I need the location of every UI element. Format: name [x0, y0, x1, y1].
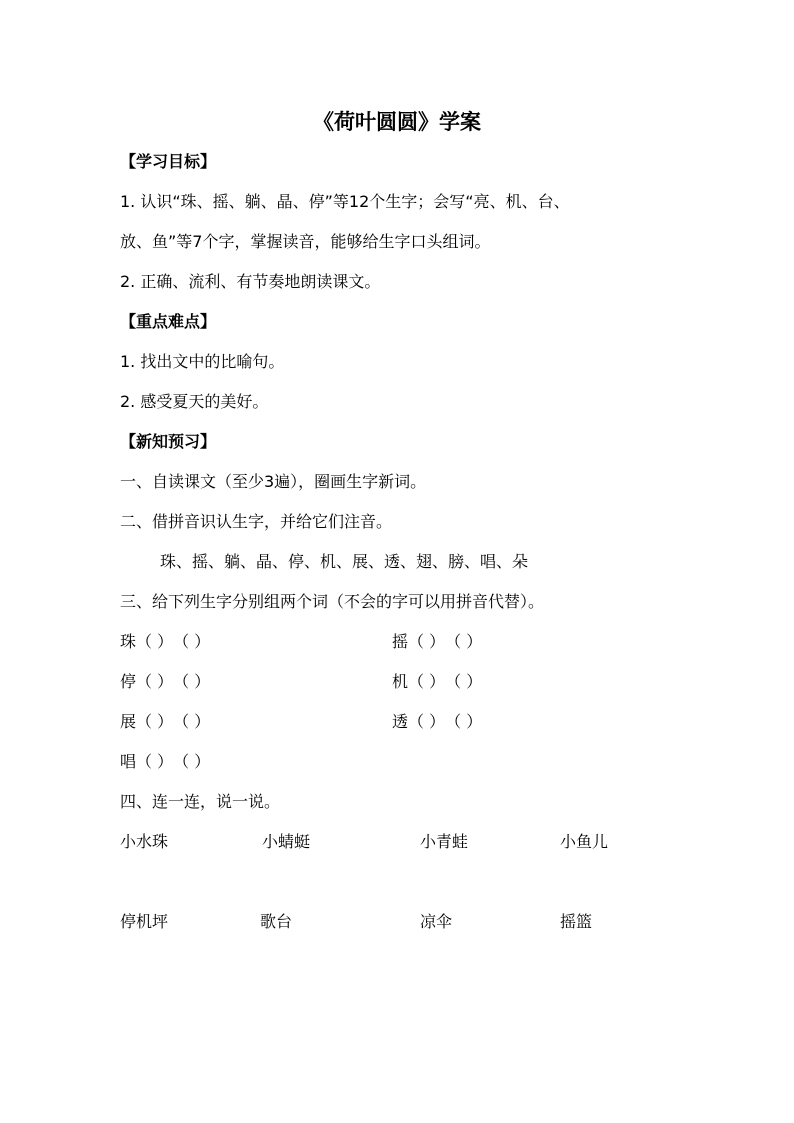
- word-row: [392, 712, 482, 732]
- preview-task-4: 四、连一连，说一说。: [120, 792, 281, 811]
- section-heading-keypoints: 【重点难点】: [120, 312, 217, 331]
- section-heading-preview: 【新知预习】: [120, 432, 217, 451]
- blank-paren: （ ）: [136, 632, 174, 651]
- goal-item-2: 2. 正确、流利、有节奏地朗读课文。: [120, 272, 381, 291]
- blank-paren: （ ）: [445, 672, 483, 691]
- blank-paren: （ ）: [408, 672, 446, 691]
- page-title: 《荷叶圆圆》学案: [313, 110, 481, 134]
- word-char: 停: [120, 672, 137, 691]
- section-heading-goals: 【学习目标】: [120, 152, 217, 171]
- blank-paren: （ ）: [173, 632, 211, 651]
- word-char: 珠: [120, 632, 137, 651]
- preview-task-3: 三、给下列生字分别组两个词（不会的字可以用拼音代替）。: [120, 592, 545, 611]
- word-row: [120, 752, 210, 772]
- match-bottom-item: 停机坪: [120, 912, 169, 931]
- blank-paren: （ ）: [136, 712, 174, 731]
- goal-item-1-line-1: 1. 认识“珠、摇、躺、晶、停”等12个生字；会写“亮、机、台、: [120, 192, 570, 211]
- match-top-item: 小青蛙: [420, 832, 469, 851]
- word-row: [392, 632, 482, 652]
- blank-paren: （ ）: [173, 672, 211, 691]
- word-row: [392, 672, 482, 692]
- blank-paren: （ ）: [445, 632, 483, 651]
- match-top-item: 小蜻蜓: [262, 832, 311, 851]
- match-bottom-item: 摇篮: [560, 912, 593, 931]
- word-char: 展: [120, 712, 137, 731]
- preview-task-1: 一、自读课文（至少3遍），圈画生字新词。: [120, 472, 427, 491]
- word-char: 机: [392, 672, 409, 691]
- match-top-item: 小鱼儿: [560, 832, 609, 851]
- word-row: [120, 712, 210, 732]
- blank-paren: （ ）: [136, 672, 174, 691]
- preview-task-2: 二、借拼音识认生字，并给它们注音。: [120, 512, 393, 531]
- word-char: 摇: [392, 632, 409, 651]
- word-row: [120, 672, 210, 692]
- word-row: [120, 632, 210, 652]
- keypoint-item-1: 1. 找出文中的比喻句。: [120, 352, 285, 371]
- new-characters-list: 珠、摇、躺、晶、停、机、展、透、翅、膀、唱、朵: [160, 552, 529, 571]
- goal-item-1-line-2: 放、鱼”等7个字，掌握读音，能够给生字口头组词。: [120, 232, 491, 251]
- blank-paren: （ ）: [445, 712, 483, 731]
- keypoint-item-2: 2. 感受夏天的美好。: [120, 392, 269, 411]
- match-top-item: 小水珠: [120, 832, 169, 851]
- blank-paren: （ ）: [136, 752, 174, 771]
- word-char: 唱: [120, 752, 137, 771]
- match-bottom-item: 歌台: [260, 912, 293, 931]
- word-char: 透: [392, 712, 409, 731]
- blank-paren: （ ）: [173, 752, 211, 771]
- blank-paren: （ ）: [408, 712, 446, 731]
- blank-paren: （ ）: [408, 632, 446, 651]
- match-bottom-item: 凉伞: [420, 912, 453, 931]
- blank-paren: （ ）: [173, 712, 211, 731]
